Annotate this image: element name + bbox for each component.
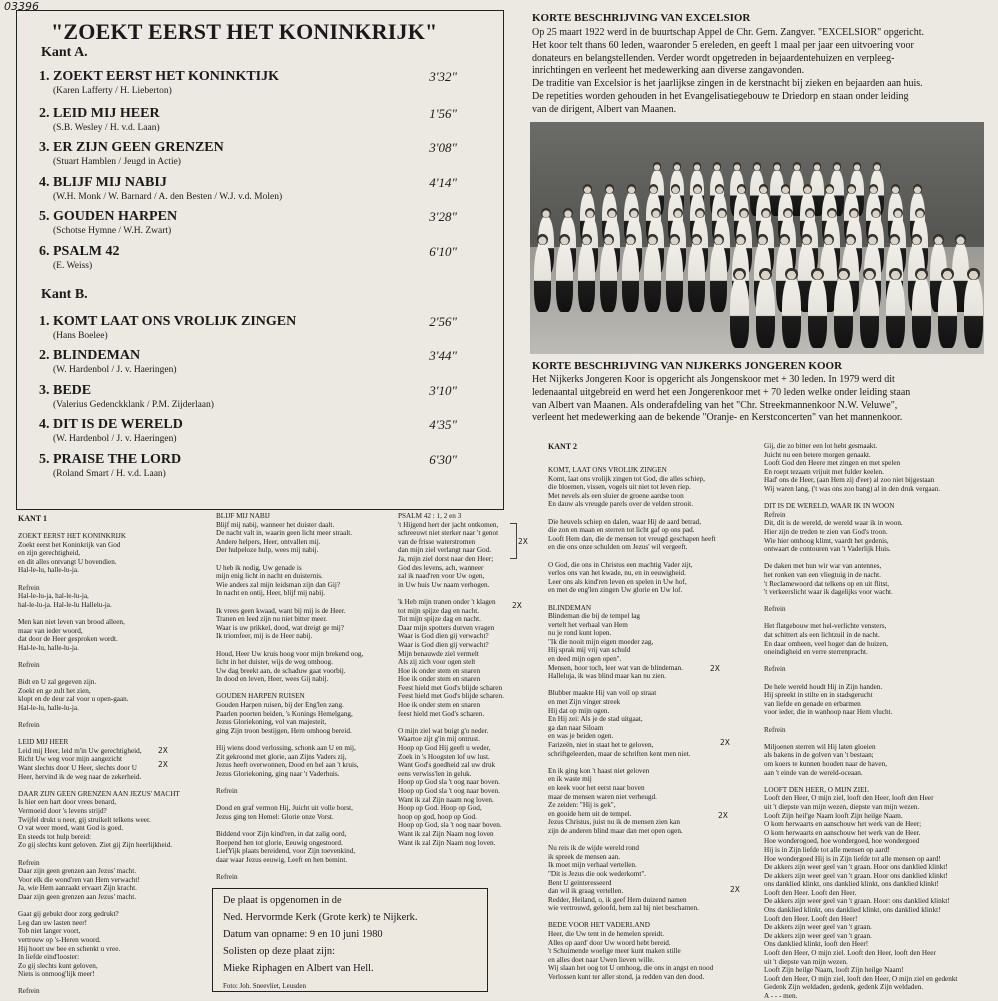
track-title: 3. BEDE	[39, 383, 92, 398]
track-b2	[39, 348, 457, 375]
track-credit: (Hans Boelee)	[53, 331, 108, 341]
choir-member	[534, 242, 551, 312]
track-duration: 4'14"	[429, 175, 457, 190]
recording-info-box	[212, 888, 488, 992]
choir-member-head	[559, 234, 570, 245]
repeat-mark: 2X	[518, 537, 528, 546]
choir-member-head	[867, 234, 878, 245]
choir-member-head	[759, 268, 771, 280]
text-line: Het koor telt thans 60 leden, waaronder 5 ereleden, en geeft 1 maal per jaar een uitvoering voor	[532, 39, 914, 51]
choir-member-head	[627, 184, 637, 194]
choir-member-head	[785, 268, 797, 280]
choir-member-head	[603, 234, 614, 245]
track-duration: 3'32"	[429, 69, 457, 84]
choir-member-head	[813, 162, 822, 171]
choir-member	[964, 276, 983, 348]
choir-member-head	[781, 184, 791, 194]
text-line: van de dirigent, Albert van Maanen.	[532, 103, 677, 115]
choir-member-head	[715, 184, 725, 194]
choir-member-head	[915, 268, 927, 280]
repeat-mark: 2X	[158, 760, 168, 769]
choir-member-head	[967, 268, 979, 280]
choir-member	[782, 276, 801, 348]
track-title: 2. BLINDEMAN	[39, 348, 141, 363]
album-title: "ZOEKT EERST HET KONINKRIJK"	[51, 19, 438, 44]
kant2-label: KANT 2	[548, 442, 577, 451]
choir-member-head	[889, 268, 901, 280]
choir-member-head	[837, 268, 849, 280]
choir-member	[556, 242, 573, 312]
track-b5	[39, 452, 457, 479]
choir-member-head	[737, 184, 747, 194]
choir-member-head	[889, 234, 900, 245]
track-a5	[39, 209, 457, 236]
choir-member-head	[911, 234, 922, 245]
choir-member-head	[541, 208, 551, 218]
catalog-number: 03396	[4, 0, 39, 13]
choir-member-head	[853, 162, 862, 171]
track-title: 1. KOMT LAAT ONS VROLIJK ZINGEN	[39, 314, 297, 329]
lyrics-column-3: PSALM 42 : 1, 2 en 3 't Hijgend hert der jacht ontkomen, schreeuwt niet sterker naar 't genot van de frisse waterstromen dan mijn ziel verlangt naar God. Ja, mijn ziel dorst naar den Heer; God des levens, ach, wanneer zal ik naad'ren voor Uw ogen, in Uw huis Uw naam verhogen. 'k Heb mijn tranen onder 't klagen tot mijn spijze dag en nacht. Tot mijn spijze dag en nacht. Daar mijn spotters durven vragen Waar is God dien gij verwacht? Waar is God dien gij verwacht? Mijn benauwde ziel vermelt Als zij zich voor ogen stelt Hoe ik onder stem en snaren Hoe ik onder stem en snaren Feest hield met God's blijde scharen Feest hield met God's blijde scharen. Hoe ik onder stem en snaren feest hield met God's scharen. O mijn ziel wat buigt g'u neder. Waartoe zijt g'in mij ontrust. Hoop op God Hij geeft u weder, Zoek in 's Hoogsten lof uw lust. Want God's goedheid zal uw druk eens verwiss'len in geluk. Hoop op God sla 't oog naar boven. Hoop op God sla 't oog naar boven. Want ik zal Zijn naam nog loven. Hoop op God. Hoop op God, hoop op god, hoop op God. Hoop op God, sla 't oog naar boven. Want ik zal Zijn Naam nog loven Want ik zal Zijn Naam nog loven.	[398, 512, 504, 847]
repeat-bracket	[510, 523, 517, 559]
choir-member-head	[933, 234, 944, 245]
choir-member-head	[713, 162, 722, 171]
repeat-mark: 2X	[710, 664, 720, 673]
choir-member	[938, 276, 957, 348]
lyrics-column-2: BLIJF MIJ NABIJ Blijf mij nabij, wanneer het duister daalt. De nacht valt in, waarin geen licht meer straalt. Andere helpers, Heer, ontvallen mij. Der hulpeloze hulp, wees mij nabij. U heb ik nodig, Uw genade is mijn enig licht in nacht en duisternis. Wie anders zal mijn leidsman zijn dan Gij? In nacht en ontij, Heer, blijf mij nabij. Ik vrees geen kwaad, want bij mij is de Heer. Tranen en leed zijn nu niet bitter meer. Waar is uw prikkel, dood, wat dreigt ge mij? Ik triomfeer, mij is de Heer nabij. Houd, Heer Uw kruis hoog voor mijn brekend oog, licht in het duister, wijs de weg omhoog. Uw dag breekt aan, de schaduw gaat voorbij. In dood en leven, Heer, wees Gij nabij. GOUDEN HARPEN RUISEN Gouden Harpen ruisen, bij der Eng'len zang. Paarlen poorten beiden, 's Konings Hemelgang, Jezus Gloriekoning, vol van majesteit, ging Zijn troon bestijgen, Hem omhoog bereid. Hij wiens dood verlossing, schonk aan U en mij, Zit gekroond met glorie, aan Zijns Vaders zij, Jezus heeft overwonnen, Dood en hel aan 't kruis, Jezus Gloriekoning, ging naar 't Vaderhuis. Refrein Dood en graf vermon Hij, Juicht uit volle borst, Jezus ging ten Hemel: Glorie onze Vorst. Biddend voor Zijn kind'ren, in dat zalig oord, Roepend hen tot glorie, Eeuwig ongestoord. LiefYijk plaats bereidend, voor Zijn toevenkind, daar waar Jezus eeuwig, Leeft en hen bemint. Refrein	[216, 512, 364, 881]
track-credit: (S.B. Wesley / H. v.d. Laan)	[53, 123, 160, 133]
repeat-mark: 2X	[730, 885, 740, 894]
choir-member-head	[869, 184, 879, 194]
track-credit: (E. Weiss)	[53, 261, 93, 271]
excelsior-text	[532, 27, 984, 117]
track-duration: 3'44"	[429, 348, 457, 363]
info-line: De plaat is opgenomen in de	[223, 895, 342, 906]
track-duration: 3'10"	[429, 383, 457, 398]
choir-member-head	[845, 234, 856, 245]
track-title: 5. GOUDEN HARPEN	[39, 209, 178, 224]
choir-member-head	[563, 208, 573, 218]
choir-member-head	[583, 184, 593, 194]
track-a1	[39, 69, 457, 96]
choir-member-head	[649, 184, 659, 194]
excelsior-heading: KORTE BESCHRIJVING VAN EXCELSIOR	[532, 12, 751, 24]
repeat-mark: 2X	[158, 746, 168, 755]
text-line: ledenaantal uitgebreid en werd het een Jongerenkoor met + 70 leden welke onder leiding staan	[532, 386, 911, 398]
choir-member-head	[673, 162, 682, 171]
choir-member-head	[735, 234, 746, 245]
text-line: donateurs en belangstellenden. Verder wordt opgetreden in bejaardentehuizen en verpleeg-	[532, 52, 895, 64]
choir-member	[600, 242, 617, 312]
choir-member-head	[779, 234, 790, 245]
choir-member	[578, 242, 595, 312]
text-line: De repetities worden gehouden in het Evangelisatiegebouw te Driedorp en staan onder leiding	[532, 90, 909, 102]
text-line: De traditie van Excelsior is het jaarlijkse zingen in de kerstnacht bij zieken en bejaarden aan huis.	[532, 78, 923, 90]
choir-member-head	[873, 162, 882, 171]
choir-member-head	[825, 184, 835, 194]
track-title: 3. ER ZIJN GEEN GRENZEN	[39, 140, 224, 155]
repeat-mark: 2X	[720, 738, 730, 747]
track-a6	[39, 244, 457, 271]
info-line: Mieke Riphagen en Albert van Hell.	[223, 963, 374, 974]
track-a3	[39, 140, 457, 167]
choir-member-head	[653, 162, 662, 171]
track-credit: (Karen Lafferty / H. Lieberton)	[53, 86, 172, 96]
kant1-label: KANT 1	[18, 514, 47, 523]
track-duration: 6'30"	[429, 452, 457, 467]
choir-member	[730, 276, 749, 348]
track-credit: (Valerius Gedenckklank / P.M. Zijderlaan)	[53, 400, 214, 410]
choir-member-head	[625, 234, 636, 245]
photo-credit: Foto: Joh. Sneevliet, Leusden	[223, 982, 307, 990]
side-b-label: Kant B.	[41, 287, 88, 302]
choir-member-head	[823, 234, 834, 245]
choir-member	[912, 276, 931, 348]
choir-member-head	[759, 184, 769, 194]
repeat-mark: 2X	[718, 811, 728, 820]
choir-member-head	[733, 268, 745, 280]
text-line: Het Nijkerks Jongeren Koor is opgericht als Jongenskoor met + 30 leden. In 1979 werd dit	[532, 374, 895, 385]
info-line: Datum van opname: 9 en 10 juni 1980	[223, 929, 383, 940]
track-credit: (Roland Smart / H. v.d. Laan)	[53, 469, 166, 479]
track-duration: 1'56"	[429, 106, 457, 121]
track-a4	[39, 175, 457, 202]
track-credit: (Stuart Hamblen / Jeugd in Actie)	[53, 157, 181, 167]
track-title: 1. ZOEKT EERST HET KONINKTIJK	[39, 69, 280, 84]
choir-member-head	[605, 184, 615, 194]
choir-member	[688, 242, 705, 312]
choir-member-head	[811, 268, 823, 280]
choir-member	[666, 242, 683, 312]
text-line: Op 25 maart 1922 werd in de buurtschap Appel de Chr. Gem. Zangver. "EXCELSIOR" opgericht.	[532, 27, 924, 38]
choir-member-head	[669, 234, 680, 245]
text-line: inrichtingen en verleent het medewerking aan diverse zangavonden.	[532, 65, 805, 77]
track-duration: 2'56"	[429, 314, 457, 329]
choir-member-head	[753, 162, 762, 171]
choir-member-head	[537, 234, 548, 245]
text-line: van Albert van Maanen. Als onderafdeling van het "Chr. Streekmannenkoor N.W. Veluwe",	[532, 399, 898, 411]
info-line: Ned. Hervormde Kerk (Grote kerk) te Nijkerk.	[223, 912, 418, 923]
choir-member	[622, 242, 639, 312]
track-duration: 6'10"	[429, 244, 457, 259]
info-line: Solisten op deze plaat zijn:	[223, 946, 335, 957]
choir-member-head	[913, 184, 923, 194]
lyrics-column-5: Gij, die zo bitter een lot hebt gesmaakt. Juicht nu een betere morgen genaakt. Looft God den Heere met zingen en met spelen En roept tezaam vrijuit met fulder keelen. Had' ons de Heer, (aan Hem zij d'eer) al zoo niet bijgestaan Wij waren lang, ('t was ons zoo bang) al in den druk vergaan. DIT IS DE WERELD, WAAR IK IN WOON Refrein Dit, dit is de wereld, de wereld waar ik in woon. Hier zijn de treden te zien van God's troon. Wie hier omhoog klimt, vaardt het gedenis, ontwaart de contouren van 't Vaderlijk Huis. De daken met hun wir war van antennes, het ronken van een vliegtuig in de nacht. 't Reclamewoord dat telkens op en uit flitst, 't verkeerslicht waar ik dagelijks voor wacht. Refrein Het flatgebouw met hel-verlichte vensters, dat schittert als een lichtzuil in de nacht. En daar omheen, veel hoger dan de huizen, oneindigheid en verre sterrenpracht. Refrein De hele wereld houdt Hij in Zijn handen. Hij spreekt in stilte en in stadsgerucht van liefde en genade en erbarmen voor ieder, die in wanhoop naar Hem vlucht. Refrein Miljoenen sterren wil Hij laten gloeien als bakens in de golven van 't bestaan; om koers te kunnen houden naar de haven, aan 't einde van de wereld-oceaan. LOOFT DEN HEER, O MIJN ZIEL Looft den Heer, O mijn ziel, looft den Heer, looft den Heer uit 't diepste van mijn wezen, diepste van mijn wezen. Looft Zijn heil'ge Naam looft Zijn heilge Naam. O kom herwaarts en aanschouw het werk van de Heer; O kom herwaarts en aanschouw het werk van de Heer. Hoe wonderogoed, hoe wondergoed, hoe wondergoed Hij is in Zijn liefde tot alle mensen op aard! Hoe wondergoed Hij is in Zijn liefde tot alle mensen op aard! De akkers zijn weer geel van 't graan. Hoor ons danklied klinkt! De akkers zijn weer geel van 't graan. Hoor ons danklied klinkt! ons danklied klinkt, ons danklied klinkt, ons danklied klinkt! Looft den Heer. Looft den Heer. De akkers zijn weer geel van 't graan. Hoor: ons danklied klinkt! Ons danklied klinkt, ons danklied klinkt, ons danklied klinkt! Looft den Heer. Looft den Heer! De akkers zijn weer geel van 't graan. De akkers zijn weer geel van 't graan. Ons danklied klinkt, looft den Heer! Looft den Heer, O mijn ziel. Looft den Heer, looft den Heer uit 't diepste van mijn wezen. Looft Zijn heilge Naam, looft Zijn heilge Naam! Looft den Heer, O mijn ziel, looft den Heer, O mijn ziel en gedenkt Gedenk Zijn weldaden, gedenk, gedenk Zijn weldaden. A - - - men.	[764, 442, 958, 1000]
track-b1	[39, 314, 457, 341]
track-title: 4. DIT IS DE WERELD	[39, 417, 183, 432]
text-line: verleent het medewerking aan de bekende "Oranje- en Kerstconcerten" van het mannenkoor.	[532, 412, 903, 424]
choir-member-head	[693, 162, 702, 171]
track-b3	[39, 383, 457, 410]
choir-member	[808, 276, 827, 348]
track-title: 6. PSALM 42	[39, 244, 120, 259]
lyrics-column-4: KOMT, LAAT ONS VROLIJK ZINGEN Komt, laat ons vrolijk zingen tot God, die alles schiep, die bloemen, vissen, vogels uit niet tot leven riep. Met nevels als een sluier de groene aardse toon En dauw als vreugde parels over de velden strooit. Die heuvels schiep en dalen, waar Hij de aard betrad, die zon en maan en sterren tot licht gaf op ons pad. Looft Hem dan, die de mensen tot vreugd geschapen heeft en die ons onze schulden om Jezus' wil vergeeft. O God, die ons in Christus een machtig Vader zijt, verlos ons van het kwade, nu, en in eeuwigheid. Leer ons als kind'ren leven en spelen in Uw hof, en met de eng'len zingen Uw glorie en Uw lof. BLINDEMAN Blindeman die bij de tempel lag vertelt het verhaal van Hem nu je rond kunt lopen. "Ik die nooit mijn eigen moeder zag, Hij sprak mij vrij van schuld en deed mijn ogen open". Mensen, hoor toch, leer wat van de blindeman. Halleluja, ik was blind maar kan nu zien. Blubber maakte Hij van voil op straat en met Zijn vinger streek Hij dat op mijn ogen. En Hij zei: Als je de stad uitgaat, ga dan naar Siloam en was je beiden ogen. Farizeën, niet in staat het te geloven, schriftgeleerden, maar de schriften kent men niet. En ik ging kon 't haast niet geloven en ik waste mij en keek voor het eerst naar boven maar de mensen waren niet verheugd. Ze zeiden: "Hij is gek", en gooide hem uit de tempel. Jezus Christus, juist nu ik de mensen zien kan zijn de anderen blind maar dan met open ogen. Nu reis ik de wijde wereld rond ik spreek de mensen aan. Ik moet mijn verhaal vertellen. "Dit is Jezus die ook wederkomt". Bent U geinteresseerd dan wil ik graag vertellen. Redder, Heiland, o, ik geef Hem duizend namen wie vertrouwd, geloofd, hem zal hij niet beschamen. BEDE VOOR HET VADERLAND Heer, die Uw tent in de hemelen spreidt. Alles op aard' door Uw woord hebt bereid. 't Schuimende woelige meer kunt maken stille en alles doet naar Uwen lieven wille. Wij slaan het oog tot U omhoog, die ons in angst en nood Verlossen kunt ter aller stond, ja redden van den dood.	[548, 466, 716, 982]
choir-member-head	[671, 184, 681, 194]
choir-member	[886, 276, 905, 348]
choir-member	[834, 276, 853, 348]
choir-member-head	[847, 184, 857, 194]
choir-member-head	[793, 162, 802, 171]
choir-member-head	[773, 162, 782, 171]
track-credit: (Schotse Hymne / W.H. Zwart)	[53, 226, 172, 236]
choir-member-head	[693, 184, 703, 194]
track-duration: 4'35"	[429, 417, 457, 432]
choir-member	[710, 242, 727, 312]
choir-member-head	[891, 184, 901, 194]
track-title: 2. LEID MIJ HEER	[39, 106, 160, 121]
track-title: 4. BLIJF MIJ NABIJ	[39, 175, 167, 190]
track-a2	[39, 106, 457, 133]
choir-member-head	[801, 234, 812, 245]
track-credit: (W.H. Monk / W. Barnard / A. den Besten / W.J. v.d. Molen)	[53, 192, 283, 202]
choir-member-head	[955, 234, 966, 245]
lyrics-column-1: ZOEKT EERST HET KONINKRIJK Zoekt eerst het Koninkrijk van God en zijn gerechtigheid, en dit alles ontvangt U bovendien. Hal-le-lu, halle-lu-ja. Refrein Hal-le-lu-ja, hal-le-lu-ja, hal-le-lu-ja. Hal-le-lu Hallelu-ja. Men kan niet leven van brood alleen, maar van ieder woord, dat door de Heer gesproken wordt. Hal-le-lu, halle-lu-ja. Refrein Bidt en U zal gegeven zijn. Zoekt en ge zult het zien, klopt en de deur zal voor u open-gaan. Hal-le-lu, halle-lu-ja. Refrein LEID MIJ HEER Leid mij Heer, leid m'in Uw gerechtigheid, Richt Uw weg voor mijn aangezicht Want slechts door U Heer, slechts door U Heer, hervind ik de weg naar de zekerheid. DAAR ZIJN GEEN GRENZEN AAN JEZUS' MACHT Is hier een hart door vrees benard, Vermoeid door 's levens strijd? Twijfel drukt u neer, gij struikelt telkens weer. O vat weer moed, want God is goed. En steeds tot hulp bereid: Zo gij slechts kunt geloven. Ziet gij Zijn heerlijkheid. Refrein Daar zijn geen grenzen aan Jezus' macht. Voor elk die wond'ren van Hem verwacht! Ja, wie Hem aanraakt ervaart Zijn kracht. Daar zijn geen grenzen aan Jezus' macht. Gaat gij gebukt door zorg gedrukt? Leg dan uw lasten neer! Tob niet langer voort, vertrouw op 's-Heren woord. Hij hoort uw bee en schenkt u vree. In liefde eind'looster: Zo gij slechts kunt geloven, Niets is onmoog'lijk meer! Refrein	[18, 532, 180, 996]
choir-member	[644, 242, 661, 312]
track-credit: (W. Hardenbol / J. v. Haeringen)	[53, 365, 177, 375]
track-credit: (W. Hardenbol / J. v. Haeringen)	[53, 434, 177, 444]
choir-member-head	[713, 234, 724, 245]
side-a-label: Kant A.	[41, 45, 88, 60]
tracklist-box	[16, 10, 504, 510]
choir-member-head	[647, 234, 658, 245]
track-duration: 3'08"	[429, 140, 457, 155]
nijkerk-text	[532, 374, 984, 425]
choir-member-head	[691, 234, 702, 245]
choir-member-head	[803, 184, 813, 194]
nijkerk-heading: KORTE BESCHRIJVING VAN NIJKERKS JONGEREN KOOR	[532, 360, 843, 372]
track-title: 5. PRAISE THE LORD	[39, 452, 182, 467]
repeat-mark: 2X	[512, 601, 522, 610]
choir-member-head	[863, 268, 875, 280]
choir-member-head	[757, 234, 768, 245]
choir-photo	[530, 122, 984, 354]
choir-member-head	[733, 162, 742, 171]
track-duration: 3'28"	[429, 209, 457, 224]
choir-member-head	[833, 162, 842, 171]
track-b4	[39, 417, 457, 444]
choir-member-head	[581, 234, 592, 245]
choir-member-head	[941, 268, 953, 280]
choir-member	[756, 276, 775, 348]
choir-member	[860, 276, 879, 348]
